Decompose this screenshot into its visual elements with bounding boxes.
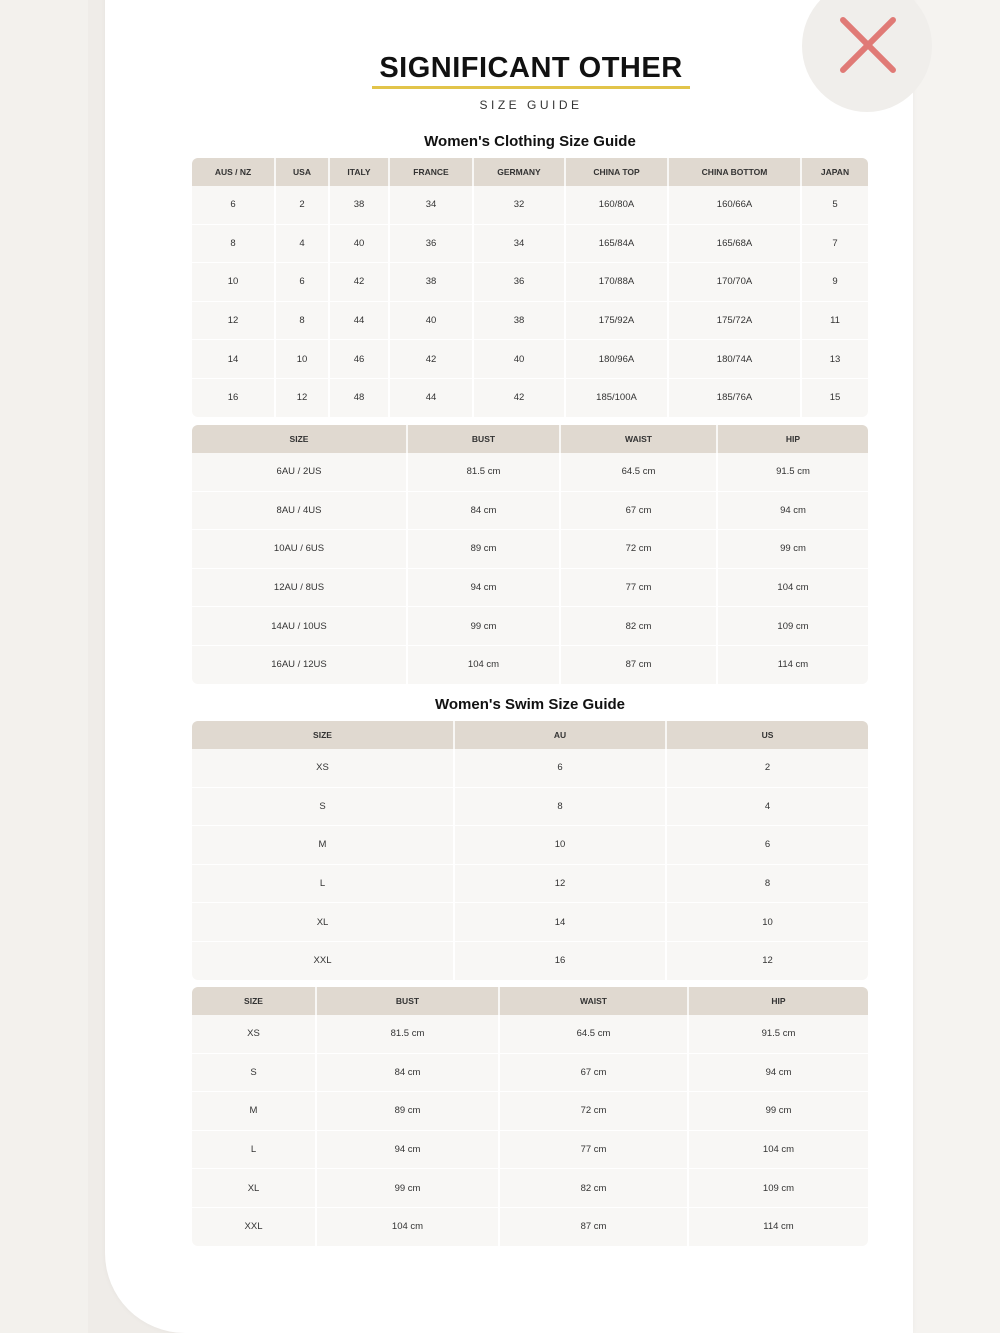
table-cell: 89 cm: [317, 1092, 500, 1131]
clothing-measurements-table: [192, 425, 868, 684]
table-cell: 2: [667, 749, 868, 788]
table-row: [192, 942, 868, 980]
table-cell: 104 cm: [718, 569, 868, 608]
table-header-row: [192, 158, 868, 186]
table-cell: 10AU / 6US: [192, 530, 408, 569]
table-cell: 175/92A: [566, 302, 669, 341]
column-header: ITALY: [330, 158, 390, 186]
table-cell: 12: [455, 865, 667, 904]
table-cell: 42: [330, 263, 390, 302]
table-cell: XL: [192, 903, 455, 942]
table-cell: 170/70A: [669, 263, 802, 302]
table-cell: 14AU / 10US: [192, 607, 408, 646]
swim-measurements-table: [192, 987, 868, 1246]
table-cell: 99 cm: [689, 1092, 868, 1131]
table-cell: 6: [192, 186, 276, 225]
table-cell: 89 cm: [408, 530, 561, 569]
swim-conversion-table: [192, 721, 868, 980]
table-cell: 44: [330, 302, 390, 341]
table-cell: 36: [474, 263, 566, 302]
table-cell: 109 cm: [718, 607, 868, 646]
table-cell: 12: [276, 379, 330, 417]
table-cell: 91.5 cm: [718, 453, 868, 492]
table-cell: S: [192, 1054, 317, 1093]
column-header: AUS / NZ: [192, 158, 276, 186]
table-row: [192, 225, 868, 264]
column-header: FRANCE: [390, 158, 474, 186]
table-row: [192, 453, 868, 492]
table-row: [192, 1092, 868, 1131]
table-cell: 94 cm: [408, 569, 561, 608]
table-cell: 12: [192, 302, 276, 341]
table-cell: XXL: [192, 942, 455, 980]
table-cell: 8: [667, 865, 868, 904]
table-cell: 64.5 cm: [561, 453, 718, 492]
column-header: US: [667, 721, 868, 749]
table-row: [192, 186, 868, 225]
table-cell: 87 cm: [500, 1208, 689, 1246]
table-cell: 160/80A: [566, 186, 669, 225]
table-cell: 10: [455, 826, 667, 865]
table-row: [192, 1131, 868, 1170]
table-cell: 67 cm: [561, 492, 718, 531]
table-cell: 32: [474, 186, 566, 225]
table-cell: 94 cm: [689, 1054, 868, 1093]
table-row: [192, 646, 868, 684]
swim-section-title: Women's Swim Size Guide: [435, 696, 625, 713]
table-cell: 185/100A: [566, 379, 669, 417]
table-cell: XS: [192, 1015, 317, 1054]
table-cell: 82 cm: [500, 1169, 689, 1208]
table-cell: 99 cm: [317, 1169, 500, 1208]
table-cell: S: [192, 788, 455, 827]
table-cell: 109 cm: [689, 1169, 868, 1208]
table-cell: 2: [276, 186, 330, 225]
table-cell: 38: [330, 186, 390, 225]
table-cell: 82 cm: [561, 607, 718, 646]
table-cell: 8: [192, 225, 276, 264]
table-cell: 77 cm: [500, 1131, 689, 1170]
table-cell: 48: [330, 379, 390, 417]
column-header: USA: [276, 158, 330, 186]
table-cell: 12: [762, 955, 773, 967]
table-cell: 5: [802, 186, 868, 225]
table-row: [192, 1015, 868, 1054]
table-row: [192, 749, 868, 788]
table-cell: 11: [802, 302, 868, 341]
table-cell: 91.5 cm: [689, 1015, 868, 1054]
table-row: [192, 826, 868, 865]
table-cell: 175/72A: [669, 302, 802, 341]
table-cell: 67 cm: [500, 1054, 689, 1093]
column-header: JAPAN: [802, 158, 868, 186]
table-cell: 99 cm: [718, 530, 868, 569]
table-cell: 38: [390, 263, 474, 302]
table-cell: XL: [192, 1169, 317, 1208]
column-header: HIP: [718, 425, 868, 453]
table-cell: 180/96A: [566, 340, 669, 379]
table-cell: 160/66A: [669, 186, 802, 225]
table-row: [192, 903, 868, 942]
table-row: [192, 569, 868, 608]
table-cell: 94 cm: [718, 492, 868, 531]
column-header: SIZE: [192, 425, 408, 453]
table-cell: 9: [802, 263, 868, 302]
table-cell: 15: [829, 392, 841, 404]
table-row: [192, 530, 868, 569]
table-cell: 4: [667, 788, 868, 827]
table-cell: 13: [802, 340, 868, 379]
brand-underline: [372, 86, 690, 89]
table-cell: 10: [667, 903, 868, 942]
table-cell: 42: [474, 379, 566, 417]
table-cell: 165/68A: [669, 225, 802, 264]
column-header: WAIST: [500, 987, 689, 1015]
table-cell: 14: [192, 340, 276, 379]
table-cell: 185/76A: [669, 379, 802, 417]
table-row: [192, 340, 868, 379]
table-cell: 165/84A: [566, 225, 669, 264]
table-cell: 40: [330, 225, 390, 264]
table-cell: 8: [276, 302, 330, 341]
table-row: [192, 1054, 868, 1093]
table-row: [192, 492, 868, 531]
table-cell: 81.5 cm: [317, 1015, 500, 1054]
table-row: [192, 302, 868, 341]
table-cell: 114 cm: [763, 1221, 794, 1233]
table-row: [192, 379, 868, 417]
column-header: HIP: [689, 987, 868, 1015]
table-cell: 170/88A: [566, 263, 669, 302]
table-cell: 36: [390, 225, 474, 264]
clothing-conversion-table: [192, 158, 868, 417]
table-cell: 16AU / 12US: [192, 646, 408, 684]
table-cell: 6AU / 2US: [192, 453, 408, 492]
table-cell: 180/74A: [669, 340, 802, 379]
table-cell: 99 cm: [408, 607, 561, 646]
table-cell: 40: [474, 340, 566, 379]
table-cell: 6: [667, 826, 868, 865]
table-cell: 84 cm: [408, 492, 561, 531]
table-cell: 14: [455, 903, 667, 942]
column-header: SIZE: [192, 721, 455, 749]
table-cell: 84 cm: [317, 1054, 500, 1093]
table-cell: M: [192, 826, 455, 865]
table-cell: 7: [802, 225, 868, 264]
table-row: [192, 607, 868, 646]
background-left: [0, 0, 88, 1333]
column-header: SIZE: [192, 987, 317, 1015]
column-header: GERMANY: [474, 158, 566, 186]
column-header: BUST: [317, 987, 500, 1015]
close-icon[interactable]: [835, 12, 901, 78]
table-row: [192, 788, 868, 827]
column-header: CHINA TOP: [566, 158, 669, 186]
table-cell: 38: [474, 302, 566, 341]
table-cell: 72 cm: [561, 530, 718, 569]
table-cell: 44: [390, 379, 474, 417]
clothing-section-title: Women's Clothing Size Guide: [424, 133, 636, 150]
table-cell: 104 cm: [317, 1208, 500, 1246]
table-cell: 10: [276, 340, 330, 379]
page-subtitle: SIZE GUIDE: [479, 98, 583, 112]
table-cell: 42: [390, 340, 474, 379]
table-cell: L: [192, 865, 455, 904]
table-row: [192, 1208, 868, 1246]
column-header: AU: [455, 721, 667, 749]
table-cell: XXL: [192, 1208, 317, 1246]
table-cell: 87 cm: [561, 646, 718, 684]
table-row: [192, 865, 868, 904]
table-cell: 81.5 cm: [408, 453, 561, 492]
table-cell: 64.5 cm: [500, 1015, 689, 1054]
table-cell: 4: [276, 225, 330, 264]
table-header-row: [192, 987, 868, 1015]
table-cell: 16: [455, 942, 667, 980]
table-cell: L: [192, 1131, 317, 1170]
column-header: CHINA BOTTOM: [669, 158, 802, 186]
table-cell: 40: [390, 302, 474, 341]
table-cell: 34: [474, 225, 566, 264]
table-cell: 8AU / 4US: [192, 492, 408, 531]
table-cell: 16: [192, 379, 276, 417]
table-cell: XS: [192, 749, 455, 788]
table-cell: 10: [192, 263, 276, 302]
table-cell: 104 cm: [689, 1131, 868, 1170]
table-cell: 8: [455, 788, 667, 827]
brand-logo: SIGNIFICANT OTHER: [379, 52, 683, 84]
table-row: [192, 263, 868, 302]
table-header-row: [192, 721, 868, 749]
table-cell: 94 cm: [317, 1131, 500, 1170]
table-cell: 46: [330, 340, 390, 379]
column-header: BUST: [408, 425, 561, 453]
column-header: WAIST: [561, 425, 718, 453]
table-cell: 12AU / 8US: [192, 569, 408, 608]
table-cell: 114 cm: [777, 659, 809, 671]
table-cell: M: [192, 1092, 317, 1131]
table-cell: 34: [390, 186, 474, 225]
table-row: [192, 1169, 868, 1208]
table-cell: 104 cm: [408, 646, 561, 684]
table-cell: 72 cm: [500, 1092, 689, 1131]
table-cell: 6: [276, 263, 330, 302]
table-cell: 6: [455, 749, 667, 788]
table-cell: 77 cm: [561, 569, 718, 608]
table-header-row: [192, 425, 868, 453]
background-right: [912, 0, 1000, 1333]
